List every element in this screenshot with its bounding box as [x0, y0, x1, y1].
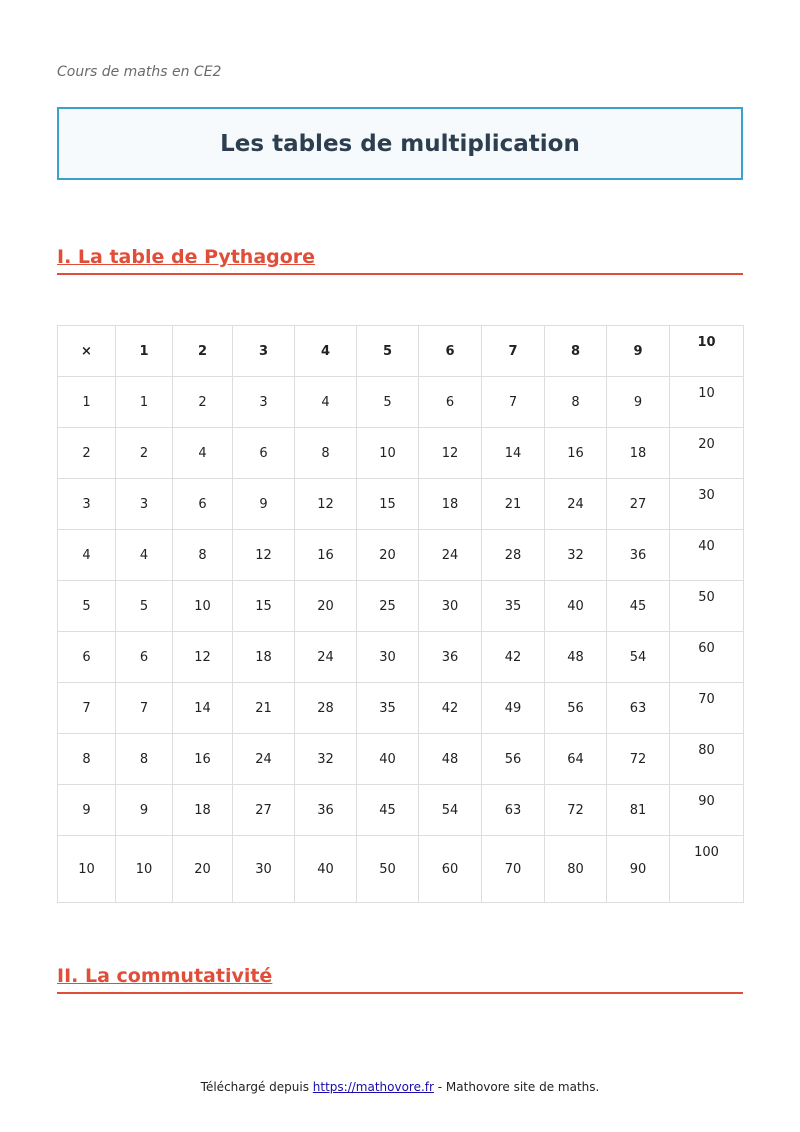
- row-label-cell: 10: [58, 836, 116, 903]
- table-cell: 24: [419, 530, 482, 581]
- table-cell: 50: [357, 836, 419, 903]
- column-header: 10: [670, 326, 744, 377]
- row-label-cell: 3: [58, 479, 116, 530]
- table-cell: 16: [295, 530, 357, 581]
- table-cell: 4: [116, 530, 173, 581]
- table-cell: 63: [607, 683, 670, 734]
- table-cell: 49: [482, 683, 545, 734]
- table-cell: 72: [545, 785, 607, 836]
- table-cell: 7: [482, 377, 545, 428]
- table-cell: 4: [173, 428, 233, 479]
- table-cell: 10: [670, 377, 744, 428]
- column-header: 1: [116, 326, 173, 377]
- column-header: 8: [545, 326, 607, 377]
- table-cell: 48: [419, 734, 482, 785]
- column-header: 4: [295, 326, 357, 377]
- table-cell: 64: [545, 734, 607, 785]
- column-header: 3: [233, 326, 295, 377]
- table-cell: 35: [357, 683, 419, 734]
- table-cell: 40: [295, 836, 357, 903]
- table-cell: 18: [607, 428, 670, 479]
- table-cell: 9: [233, 479, 295, 530]
- table-cell: 72: [607, 734, 670, 785]
- table-cell: 27: [233, 785, 295, 836]
- table-cell: 5: [357, 377, 419, 428]
- table-cell: 16: [545, 428, 607, 479]
- table-header-row: [58, 326, 744, 377]
- table-cell: 12: [419, 428, 482, 479]
- title-box: [57, 107, 743, 180]
- table-cell: 3: [116, 479, 173, 530]
- table-cell: 63: [482, 785, 545, 836]
- table-cell: 30: [419, 581, 482, 632]
- column-header: 9: [607, 326, 670, 377]
- table-cell: 30: [357, 632, 419, 683]
- table-cell: 7: [116, 683, 173, 734]
- table-cell: 10: [173, 581, 233, 632]
- table-row: [58, 785, 744, 836]
- table-cell: 30: [233, 836, 295, 903]
- table-cell: 81: [607, 785, 670, 836]
- page-title: Les tables de multiplication: [220, 130, 580, 157]
- footer-suffix: - Mathovore site de maths.: [433, 1080, 600, 1094]
- table-cell: 15: [357, 479, 419, 530]
- table-cell: 2: [116, 428, 173, 479]
- table-cell: 3: [233, 377, 295, 428]
- table-cell: 14: [482, 428, 545, 479]
- table-cell: 24: [295, 632, 357, 683]
- column-header: 5: [357, 326, 419, 377]
- row-label-cell: 6: [58, 632, 116, 683]
- table-row: [58, 836, 744, 903]
- table-cell: 32: [295, 734, 357, 785]
- table-cell: 10: [357, 428, 419, 479]
- table-cell: 6: [233, 428, 295, 479]
- table-corner-cell: ×: [58, 326, 116, 377]
- table-cell: 45: [357, 785, 419, 836]
- table-cell: 28: [295, 683, 357, 734]
- section-heading-label: I. La table de Pythagore: [57, 246, 316, 268]
- row-label-cell: 2: [58, 428, 116, 479]
- table-cell: 40: [545, 581, 607, 632]
- table-row: [58, 734, 744, 785]
- table-cell: 32: [545, 530, 607, 581]
- table-row: [58, 377, 744, 428]
- table-cell: 1: [116, 377, 173, 428]
- table-cell: 30: [670, 479, 744, 530]
- table-cell: 9: [607, 377, 670, 428]
- table-cell: 2: [173, 377, 233, 428]
- table-cell: 24: [233, 734, 295, 785]
- table-cell: 8: [173, 530, 233, 581]
- table-cell: 80: [670, 734, 744, 785]
- table-cell: 12: [173, 632, 233, 683]
- table-cell: 16: [173, 734, 233, 785]
- table-cell: 6: [419, 377, 482, 428]
- table-cell: 20: [670, 428, 744, 479]
- table-cell: 18: [173, 785, 233, 836]
- table-cell: 80: [545, 836, 607, 903]
- table-cell: 70: [670, 683, 744, 734]
- section-heading-commutativite: [57, 965, 743, 994]
- table-cell: 40: [670, 530, 744, 581]
- table-cell: 45: [607, 581, 670, 632]
- table-row: [58, 683, 744, 734]
- table-cell: 28: [482, 530, 545, 581]
- table-cell: 8: [295, 428, 357, 479]
- table-cell: 56: [482, 734, 545, 785]
- table-cell: 10: [116, 836, 173, 903]
- footer-link[interactable]: https://mathovore.fr: [312, 1080, 434, 1094]
- page-footer: [0, 1080, 800, 1094]
- table-cell: 60: [670, 632, 744, 683]
- table-cell: 60: [419, 836, 482, 903]
- section-heading-label: II. La commutativité: [57, 965, 273, 987]
- row-label-cell: 5: [58, 581, 116, 632]
- table-cell: 12: [295, 479, 357, 530]
- column-header: 6: [419, 326, 482, 377]
- table-cell: 14: [173, 683, 233, 734]
- page-subtitle: Cours de maths en CE2: [57, 64, 222, 80]
- pythagore-table: [57, 325, 744, 903]
- table-cell: 25: [357, 581, 419, 632]
- table-cell: 90: [670, 785, 744, 836]
- table-cell: 4: [295, 377, 357, 428]
- table-cell: 6: [116, 632, 173, 683]
- row-label-cell: 7: [58, 683, 116, 734]
- row-label-cell: 1: [58, 377, 116, 428]
- table-cell: 54: [419, 785, 482, 836]
- table-cell: 20: [357, 530, 419, 581]
- table-cell: 24: [545, 479, 607, 530]
- table-cell: 12: [233, 530, 295, 581]
- table-cell: 42: [419, 683, 482, 734]
- table-row: [58, 632, 744, 683]
- table-row: [58, 581, 744, 632]
- table-row: [58, 479, 744, 530]
- table-cell: 40: [357, 734, 419, 785]
- table-cell: 21: [482, 479, 545, 530]
- table-cell: 70: [482, 836, 545, 903]
- table-cell: 18: [233, 632, 295, 683]
- table-cell: 27: [607, 479, 670, 530]
- table-cell: 100: [670, 836, 744, 903]
- row-label-cell: 9: [58, 785, 116, 836]
- table-cell: 21: [233, 683, 295, 734]
- table-cell: 50: [670, 581, 744, 632]
- table-cell: 6: [173, 479, 233, 530]
- column-header: 2: [173, 326, 233, 377]
- table-cell: 90: [607, 836, 670, 903]
- table-cell: 18: [419, 479, 482, 530]
- table-row: [58, 428, 744, 479]
- table-cell: 8: [545, 377, 607, 428]
- table-cell: 9: [116, 785, 173, 836]
- column-header: 7: [482, 326, 545, 377]
- row-label-cell: 4: [58, 530, 116, 581]
- table-cell: 42: [482, 632, 545, 683]
- table-cell: 20: [295, 581, 357, 632]
- table-cell: 15: [233, 581, 295, 632]
- table-cell: 8: [116, 734, 173, 785]
- table-cell: 36: [419, 632, 482, 683]
- table-cell: 56: [545, 683, 607, 734]
- table-cell: 5: [116, 581, 173, 632]
- table-row: [58, 530, 744, 581]
- section-heading-pythagore: [57, 246, 743, 275]
- table-cell: 36: [295, 785, 357, 836]
- table-cell: 36: [607, 530, 670, 581]
- table-cell: 35: [482, 581, 545, 632]
- footer-prefix: Téléchargé depuis: [200, 1080, 313, 1094]
- table-cell: 54: [607, 632, 670, 683]
- table-cell: 48: [545, 632, 607, 683]
- row-label-cell: 8: [58, 734, 116, 785]
- table-cell: 20: [173, 836, 233, 903]
